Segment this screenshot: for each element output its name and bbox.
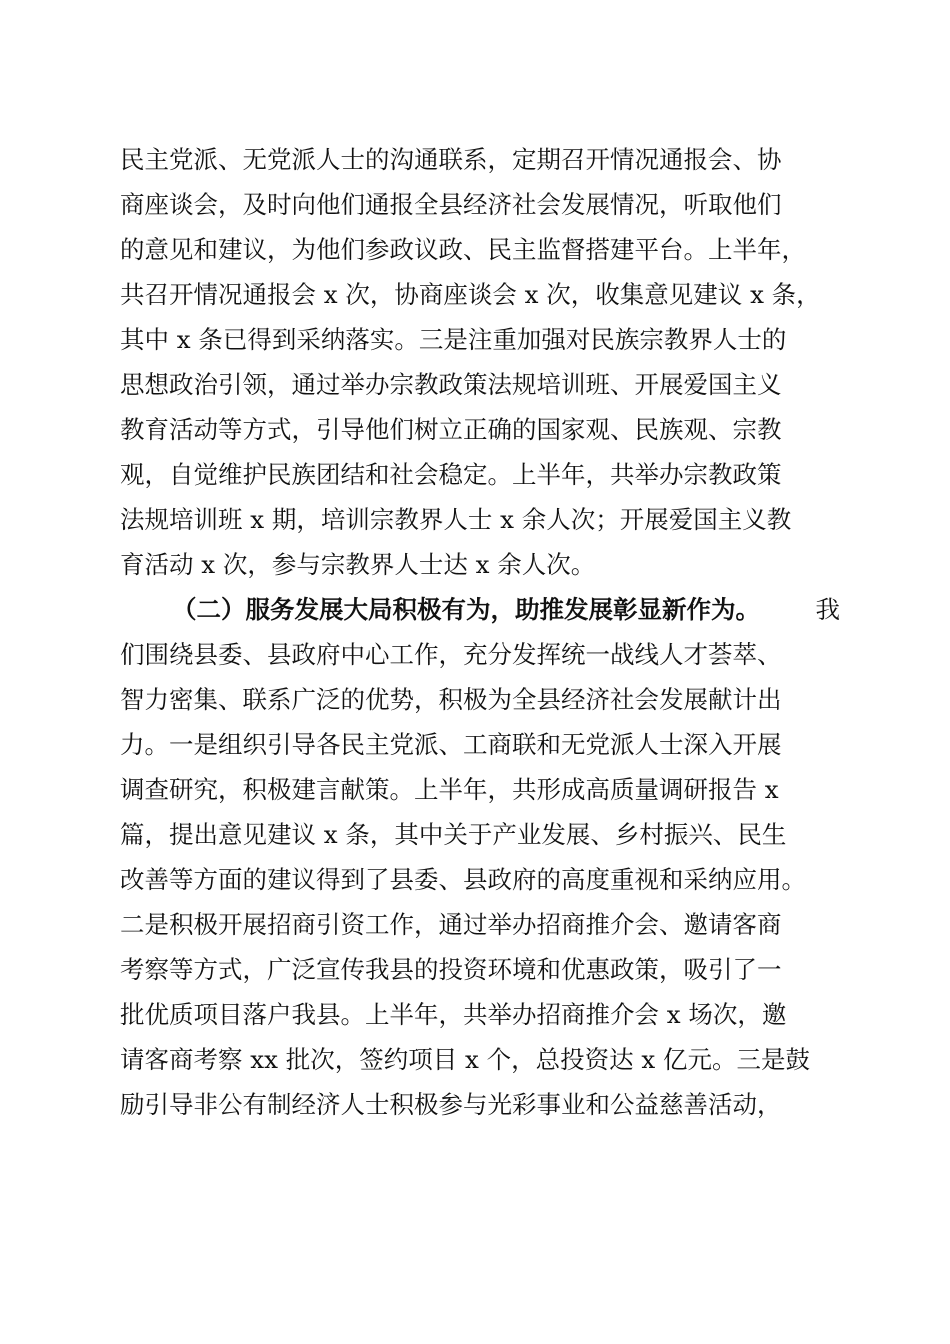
paragraph-united-front-liaison <box>120 137 840 587</box>
text-line: 育活动 x 次，参与宗教界人士达 x 余人次。 <box>120 550 596 579</box>
text-line: 们围绕县委、县政府中心工作，充分发挥统一战线人才荟萃、 <box>120 640 782 669</box>
text-line: 励引导非公有制经济人士积极参与光彩事业和公益慈善活动， <box>120 1090 782 1119</box>
text-line: 力。一是组织引导各民主党派、工商联和无党派人士深入开展 <box>120 730 782 759</box>
text-line: 观，自觉维护民族团结和社会稳定。上半年，共举办宗教政策 <box>120 460 782 489</box>
text-line: 思想政治引领，通过举办宗教政策法规培训班、开展爱国主义 <box>120 370 782 399</box>
text-line: 改善等方面的建议得到了县委、县政府的高度重视和采纳应用。 <box>120 865 806 894</box>
text-line: 共召开情况通报会 x 次，协商座谈会 x 次，收集意见建议 x 条， <box>120 280 821 309</box>
text-line: 智力密集、联系广泛的优势，积极为全县经济社会发展献计出 <box>120 685 782 714</box>
text-line: 请客商考察 xx 批次，签约项目 x 个，总投资达 x 亿元。三是鼓 <box>120 1045 810 1074</box>
paragraph-serve-development <box>120 587 840 1127</box>
text-line: 的意见和建议，为他们参政议政、民主监督搭建平台。上半年， <box>120 235 806 264</box>
text-line: 考察等方式，广泛宣传我县的投资环境和优惠政策，吸引了一 <box>120 955 782 984</box>
section-heading: （二）服务发展大局积极有为，助推发展彰显新作为。 <box>172 595 760 624</box>
text-line: 民主党派、无党派人士的沟通联系，定期召开情况通报会、协 <box>120 145 782 174</box>
text-line: 调查研究，积极建言献策。上半年，共形成高质量调研报告 x <box>120 775 779 804</box>
text-line: 教育活动等方式，引导他们树立正确的国家观、民族观、宗教 <box>120 415 782 444</box>
section-heading-line <box>120 587 840 632</box>
text-line: 法规培训班 x 期，培训宗教界人士 x 余人次；开展爱国主义教 <box>120 505 792 534</box>
text-line: 篇，提出意见建议 x 条，其中关于产业发展、乡村振兴、民生 <box>120 820 787 849</box>
text-line: 商座谈会，及时向他们通报全县经济社会发展情况，听取他们 <box>120 190 782 219</box>
text-line: 其中 x 条已得到采纳落实。三是注重加强对民族宗教界人士的 <box>120 325 787 354</box>
heading-line-rest: 我 <box>815 595 840 624</box>
text-line: 二是积极开展招商引资工作，通过举办招商推介会、邀请客商 <box>120 910 782 939</box>
text-line: 批优质项目落户我县。上半年，共举办招商推介会 x 场次，邀 <box>120 1000 787 1029</box>
